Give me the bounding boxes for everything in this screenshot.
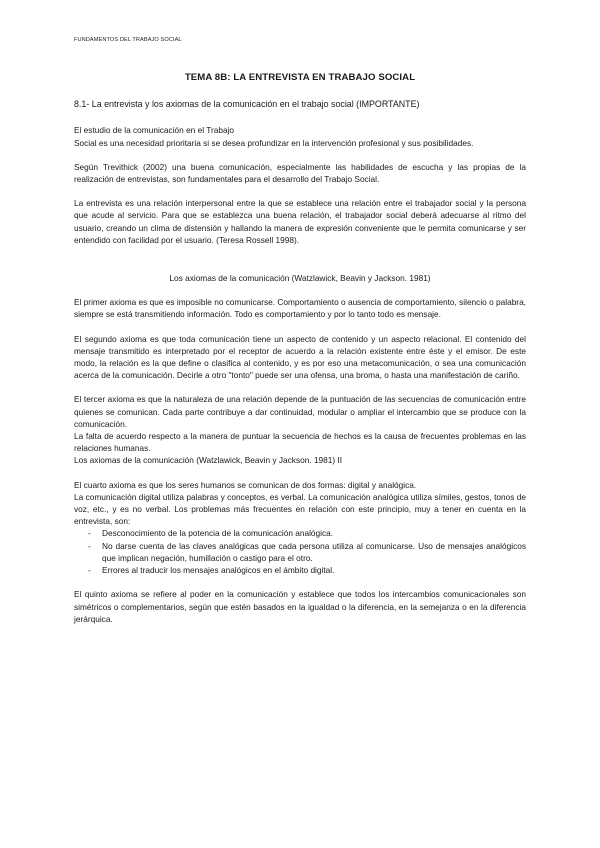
dash-bullet: - (88, 540, 91, 551)
axiom-3-paragraph: El tercer axioma es que la naturaleza de una relación depende de la puntuación de las secuencias de comunicación entre quienes se comunican. Cada parte contribuye a dar continuidad, modular o ampliar el intercambio que se produce con la comunicación. (74, 394, 526, 429)
interview-paragraph: La entrevista es una relación interpersonal entre la que se establece una relación entre el trabajador social y la persona que acude al servicio. Para que se establezca una buena relación, el trabajador social deberá adecuarse al ritmo del usuario, creando un clima de distensión y hallando la manera de expresión conveniente que le permita comunicarse y ser entendido con facilidad por el usuario. (Teresa Rossell 1998). (74, 198, 526, 245)
study-heading: El estudio de la comunicación en el Trabajo (74, 125, 235, 136)
list-item-text: Errores al traducir los mensajes analógicos en el ámbito digital. (102, 565, 335, 576)
page-title: TEMA 8B: LA ENTREVISTA EN TRABAJO SOCIAL (184, 72, 416, 83)
axioms-reference-line: Los axiomas de la comunicación (Watzlawick, Beavin y Jackson. 1981) II (74, 455, 343, 466)
dash-bullet: - (88, 565, 91, 576)
list-item (74, 564, 526, 576)
list-item-text: No darse cuenta de las claves analógicas que cada persona utiliza al comunicarse. Uso de mensajes analógicos que implican negación, humillación o castigo para el otro. (102, 540, 526, 563)
list-item-text: Desconocimiento de la potencia de la comunicación analógica. (102, 528, 334, 539)
dash-bullet: - (88, 528, 91, 539)
axiom-2-paragraph: El segundo axioma es que toda comunicación tiene un aspecto de contenido y un aspecto relacional. El contenido del mensaje transmitido es interpretado por el receptor de acuerdo a la relación existente entre éste y el emisor. De este modo, la relación es la que define o clasifica al contenido, y es por eso una metacomunicación, o sea una comunicación acerca de la comunicación. Decirle a otro "tonto" puede ser una ofensa, una broma, o hasta una manifestación de cariño. (74, 333, 526, 381)
axiom-4-paragraph: La comunicación digital utiliza palabras y conceptos, es verbal. La comunicación analógica utiliza símiles, gestos, tonos de voz, etc., y es no verbal. Los problemas más frecuentes en relación con este principio, muy a tener en cuenta en la entrevista, son: (74, 491, 526, 527)
axiom-4-intro: El cuarto axioma es que los seres humanos se comunican de dos formas: digital y analógica. (74, 479, 417, 490)
axioms-heading: Los axiomas de la comunicación (Watzlawick, Beavin y Jackson. 1981) (169, 273, 431, 284)
axiom-5-paragraph: El quinto axioma se refiere al poder en la comunicación y establece que todos los intercambios comunicacionales son simétricos o complementarios, según que estén basados en la igualdad o la diferencia, en la semejanza o en la diferencia jerárquica. (74, 589, 526, 624)
running-header: FUNDAMENTOS DEL TRABAJO SOCIAL (74, 37, 182, 43)
document-body (74, 70, 526, 625)
axiom-3-paragraph-2: La falta de acuerdo respecto a la manera de puntuar la secuencia de hechos es la causa de frecuentes problemas en las relaciones humanas. (74, 431, 526, 454)
study-paragraph: Social es una necesidad prioritaria si se desea profundizar en la intervención profesional y sus posibilidades. (74, 137, 474, 148)
list-item (74, 540, 526, 564)
axiom-4-problems-list (74, 527, 526, 576)
axiom-1-paragraph: El primer axioma es que es imposible no comunicarse. Comportamiento o ausencia de comportamiento, silencio o palabra, siempre se está transmitiendo información. Todo es comportamiento y por lo tanto todo es mensaje. (74, 297, 526, 320)
trevithick-paragraph: Según Trevithick (2002) una buena comunicación, especialmente las habilidades de escucha y las propias de la realización de entrevistas, son fundamentales para el desarrollo del Trabajo Social. (74, 161, 526, 185)
section-heading: 8.1- La entrevista y los axiomas de la comunicación en el trabajo social (IMPORTANTE) (74, 99, 420, 110)
list-item (74, 527, 526, 539)
